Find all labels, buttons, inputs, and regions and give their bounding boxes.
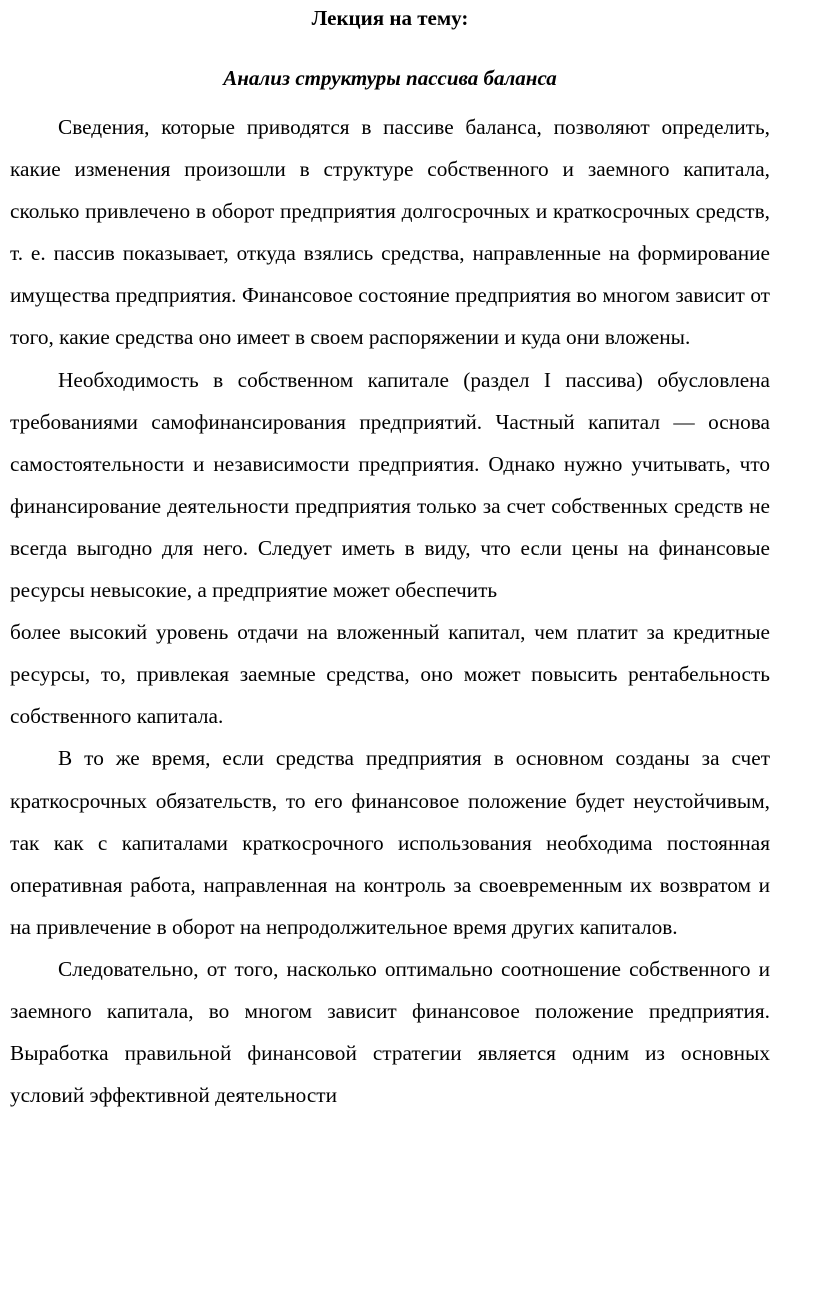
lecture-title: Лекция на тему: (311, 6, 469, 30)
paragraph-2-continuation: более высокий уровень отдачи на вложенный капитал, чем платит за кредитные ресурсы, то, привлекая заемные средства, оно может повысить рентабельность собственного капитала. (10, 620, 770, 729)
lecture-subtitle: Анализ структуры пассива баланса (223, 66, 557, 90)
paragraph-2: Необходимость в собственном капитале (раздел I пассива) обусловлена требованиями самофинансирования предприятий. Частный капитал — основа самостоятельности и независимости предприятия. Однако нужно учитывать, что финансирование деятельности предприятия только за счет собственных средств не всегда выгодно для него. Следует иметь в виду, что если цены на финансовые ресурсы невысокие, а предприятие может обеспечить (10, 367, 770, 603)
paragraph-1: Сведения, которые приводятся в пассиве баланса, позволяют определить, какие изменения произошли в структуре собственного и заемного капитала, сколько привлечено в оборот предприятия долгосрочных и краткосрочных средств, т. е. пассив показывает, откуда взялись средства, направленные на формирование имущества предприятия. Финансовое состояние предприятия во многом зависит от того, какие средства оно имеет в своем распоряжении и куда они вложены. (10, 115, 770, 350)
paragraph-4: Следовательно, от того, насколько оптимально соотношение собственного и заемного капитала, во многом зависит финансовое положение предприятия. Выработка правильной финансовой стратегии является одним из основных условий эффективной деятельности (10, 956, 770, 1108)
paragraph-3: В то же время, если средства предприятия в основном созданы за счет краткосрочных обязательств, то его финансовое положение будет неустойчивым, так как с капиталами краткосрочного использования необходима постоянная оперативная работа, направленная на контроль за своевременным их возвратом и на привлечение в оборот на непродолжительное время других капиталов. (10, 746, 770, 939)
